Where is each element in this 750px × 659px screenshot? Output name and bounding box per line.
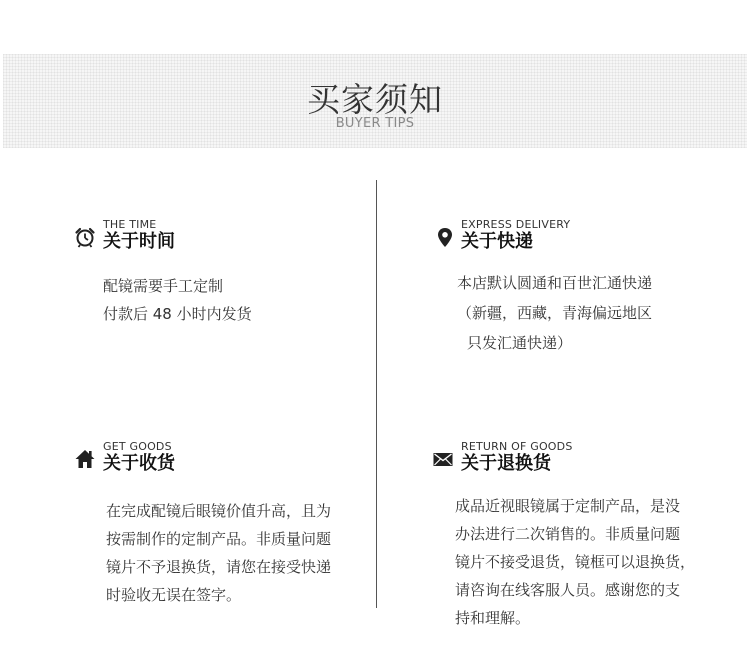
body-line: 镜片不予退换货，请您在接受快递 bbox=[106, 558, 332, 576]
body-line: 办法进行二次销售的。非质量问题 bbox=[455, 525, 681, 543]
body-line: 镜片不接受退货，镜框可以退换货， bbox=[455, 553, 696, 571]
body-line: 时验收无误在签字。 bbox=[106, 586, 242, 604]
section-body bbox=[457, 268, 652, 358]
body-line: 本店默认圆通和百世汇通快递 bbox=[457, 274, 653, 292]
section-en-title: THE TIME bbox=[103, 218, 157, 231]
section-en-title: GET GOODS bbox=[103, 440, 172, 453]
body-line: 按需制作的定制产品。非质量问题 bbox=[106, 530, 332, 548]
banner-title: 买家须知 bbox=[307, 80, 443, 119]
section-cn-title: 关于快递 bbox=[461, 231, 533, 252]
body-line: 在完成配镜后眼镜价值升高，且为 bbox=[106, 502, 332, 520]
envelope-icon bbox=[432, 448, 454, 470]
section-body bbox=[455, 492, 695, 632]
section-cn-title: 关于时间 bbox=[103, 231, 175, 252]
alarm-clock-icon bbox=[74, 226, 96, 248]
body-line: 配镜需要手工定制 bbox=[103, 277, 224, 295]
section-en-title: RETURN OF GOODS bbox=[461, 440, 573, 453]
home-icon bbox=[74, 448, 96, 470]
section-cn-title: 关于退换货 bbox=[461, 453, 551, 474]
column-divider bbox=[376, 180, 377, 608]
body-line: 请咨询在线客服人员。感谢您的支 bbox=[455, 581, 681, 599]
section-en-title: EXPRESS DELIVERY bbox=[461, 218, 571, 231]
location-pin-icon bbox=[434, 226, 456, 248]
section-body bbox=[106, 497, 331, 609]
section-body bbox=[103, 272, 252, 328]
banner-subtitle: BUYER TIPS bbox=[335, 116, 415, 131]
body-line: 付款后 48 小时内发货 bbox=[103, 305, 252, 323]
buyer-tips-banner bbox=[3, 54, 747, 148]
section-cn-title: 关于收货 bbox=[103, 453, 175, 474]
body-line: 成品近视眼镜属于定制产品，是没 bbox=[455, 497, 681, 515]
body-line: 持和理解。 bbox=[455, 609, 531, 627]
body-line: 只发汇通快递） bbox=[467, 334, 573, 352]
body-line: （新疆，西藏，青海偏远地区 bbox=[457, 304, 653, 322]
